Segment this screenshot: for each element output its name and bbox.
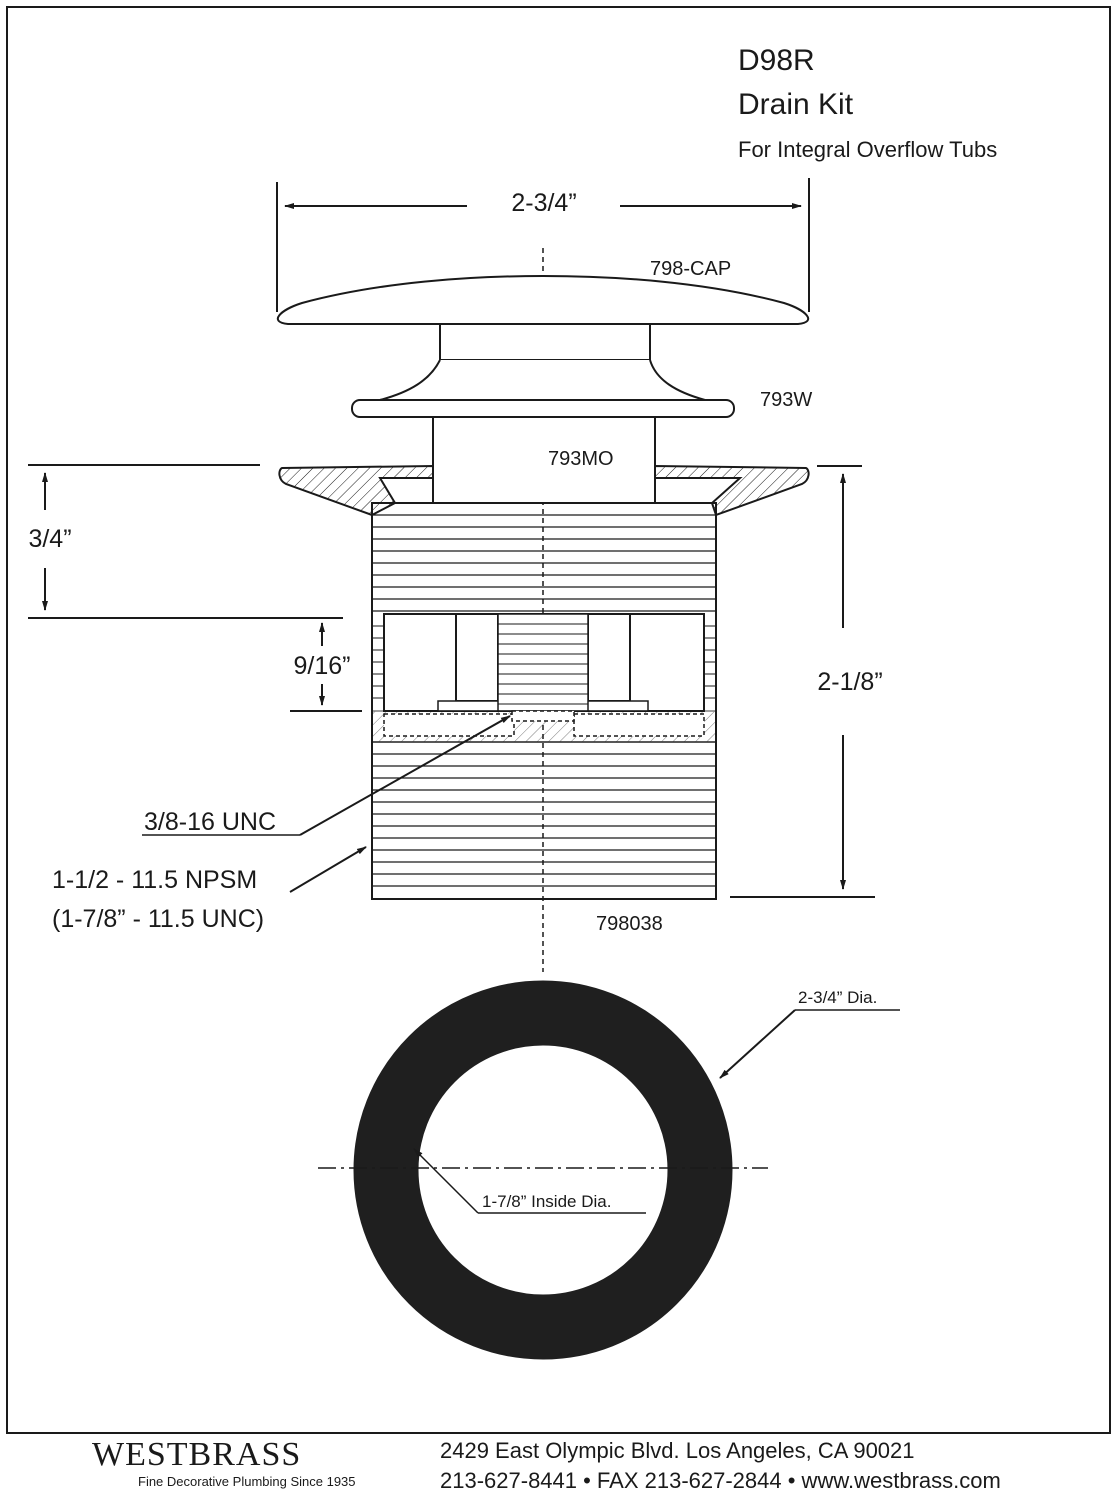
crossbar-left-post	[456, 614, 498, 701]
center-threaded-boss	[498, 614, 588, 711]
body-threads-bottom	[372, 742, 716, 886]
product-name: Drain Kit	[738, 88, 854, 121]
brand-tagline: Fine Decorative Plumbing Since 1935	[138, 1474, 356, 1489]
external-thread-leader	[290, 847, 366, 892]
product-description: For Integral Overflow Tubs	[738, 137, 998, 162]
company-contact	[440, 1436, 1001, 1496]
flange-right	[655, 466, 809, 515]
cap-part-label: 798-CAP	[650, 258, 732, 280]
flange-left	[279, 466, 433, 515]
external-thread-label-line1: 1-1/2 - 11.5 NPSM	[52, 866, 258, 894]
cap-width-label: 2-3/4”	[511, 189, 577, 217]
flange-ring	[386, 1013, 700, 1327]
cap-shape	[278, 276, 808, 324]
hidden-thread-center	[512, 711, 574, 721]
company-phone-fax-web: 213-627-8441 • FAX 213-627-2844 • www.westbrass.com	[440, 1468, 1001, 1493]
inner-dia-leader	[414, 1149, 478, 1213]
washer-flare	[380, 360, 705, 400]
hidden-thread-right	[574, 714, 704, 736]
body-length-label: 2-1/8”	[817, 668, 883, 696]
pocket-depth-label: 9/16”	[293, 652, 351, 680]
flange-to-body-label: 3/4”	[28, 525, 72, 553]
washer-part-label: 793W	[760, 389, 813, 411]
model-number: D98R	[738, 44, 815, 77]
cap-stem	[440, 324, 650, 360]
company-address: 2429 East Olympic Blvd. Los Angeles, CA 90021	[440, 1438, 915, 1463]
crossbar-right-post	[588, 614, 630, 701]
inner-dia-label: 1-7/8” Inside Dia.	[482, 1192, 612, 1211]
body-part-label: 798038	[596, 913, 663, 935]
internal-thread-label: 3/8-16 UNC	[144, 808, 276, 836]
outer-dia-leader	[720, 1010, 795, 1078]
body-threads-top	[372, 515, 716, 611]
brand-logo	[92, 1436, 356, 1489]
washer-disk	[352, 400, 734, 417]
brand-name: WESTBRASS	[92, 1436, 302, 1473]
stem-block	[433, 417, 655, 503]
external-thread-label-line2: (1-7/8” - 11.5 UNC)	[52, 905, 265, 933]
stem-part-label: 793MO	[548, 448, 614, 470]
outer-dia-label: 2-3/4” Dia.	[798, 988, 878, 1007]
